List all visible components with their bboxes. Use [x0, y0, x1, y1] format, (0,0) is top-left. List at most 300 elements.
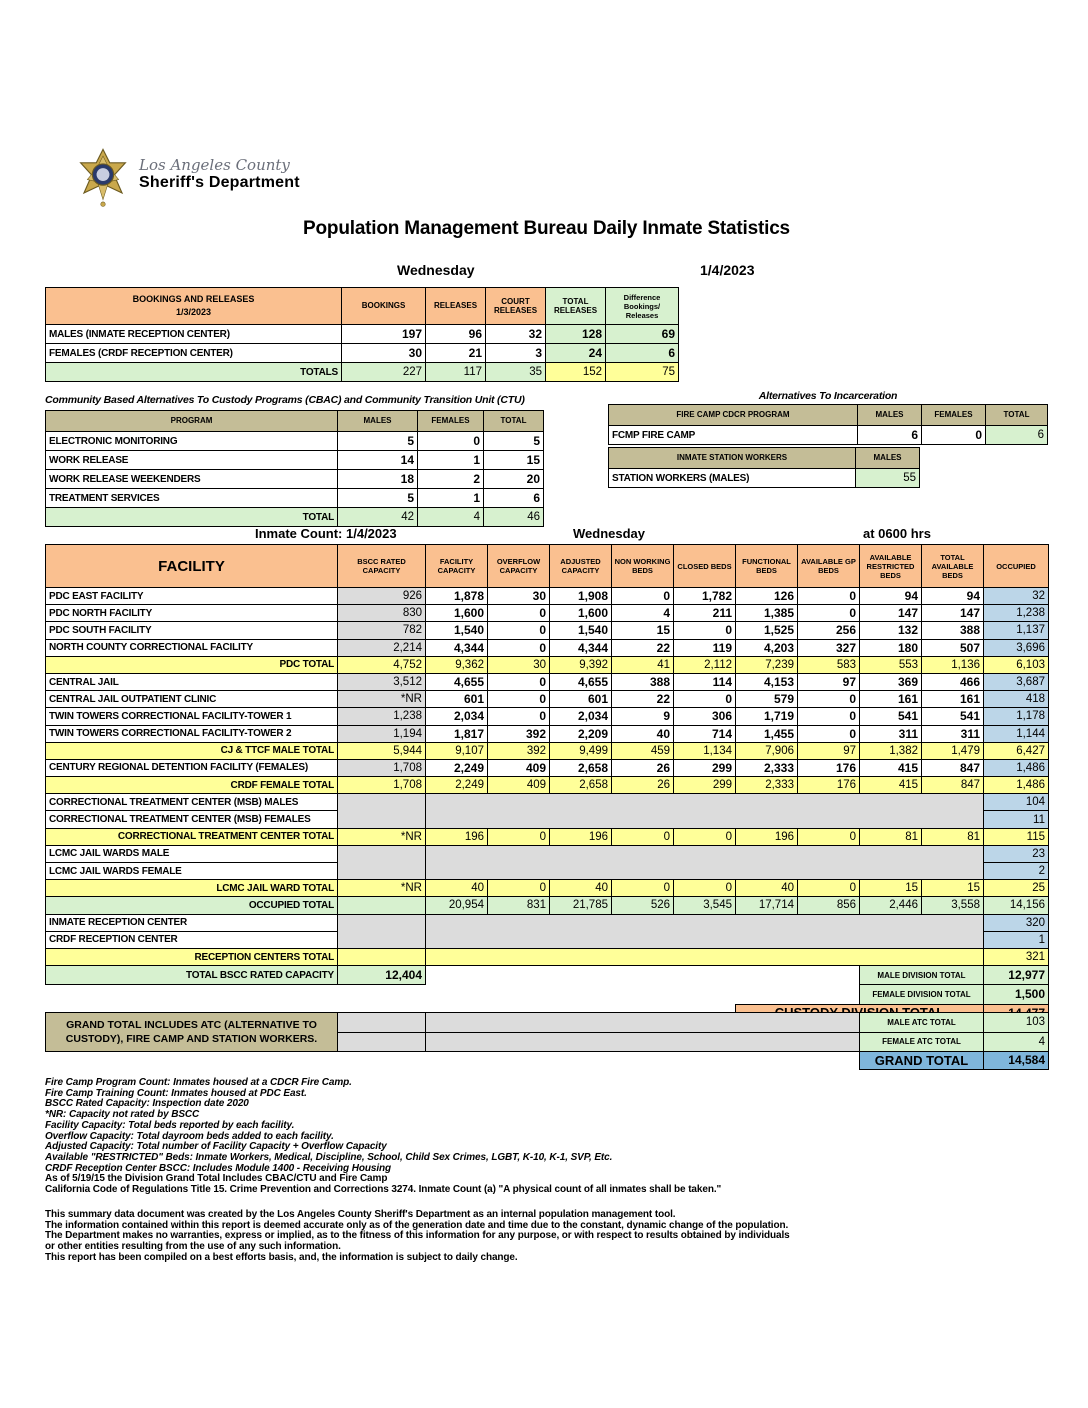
- fire-camp-value: 0: [922, 426, 986, 445]
- facility-label: LCMC JAIL WARDS MALE: [46, 845, 338, 862]
- metric-value: 94: [922, 588, 984, 605]
- cbac-value: 1: [418, 451, 484, 470]
- footnote-line: Available "RESTRICTED" Beds: Inmate Workers, Medical, Discipline, School, Child Sex Crimes, LGBT, K-10, K-1, SVP, Etc.: [45, 1151, 613, 1163]
- station-workers-table: [608, 447, 920, 488]
- empty-band: [426, 914, 984, 948]
- metric-value: 526: [612, 897, 674, 914]
- cbac-row-label: WORK RELEASE: [46, 451, 338, 470]
- metric-value: 9,362: [426, 656, 488, 673]
- bscc-total-row: [46, 966, 1049, 985]
- page-title: Population Management Bureau Daily Inmate Statistics: [303, 218, 790, 239]
- empty-band: [426, 948, 984, 965]
- metric-value: 176: [798, 759, 860, 776]
- occupied-value: 104: [984, 794, 1049, 811]
- logo-county-text: Los Angeles County: [139, 156, 290, 174]
- metric-value: 601: [550, 691, 612, 708]
- metric-value: 306: [674, 708, 736, 725]
- metric-value: 0: [488, 639, 550, 656]
- metric-value: 0: [488, 673, 550, 690]
- disclaimer-line: This report has been compiled on a best efforts basis, and, the information is subject to daily change.: [45, 1251, 518, 1263]
- metric-value: 176: [798, 777, 860, 794]
- metric-value: 2,333: [736, 777, 798, 794]
- cbac-block: [45, 390, 544, 527]
- metric-value: 0: [674, 880, 736, 897]
- footnote-line: BSCC Rated Capacity: Inspection date 2020: [45, 1098, 249, 1110]
- metric-value: 7,906: [736, 742, 798, 759]
- metric-value: 0: [798, 725, 860, 742]
- cbac-value: 18: [338, 470, 418, 489]
- occupied-value: 115: [984, 828, 1049, 845]
- facility-label: CJ & TTCF MALE TOTAL: [46, 742, 338, 759]
- grand-note-row: [46, 1013, 1049, 1033]
- bookings-value: 30: [342, 344, 426, 363]
- facility-label: PDC TOTAL: [46, 656, 338, 673]
- metric-value: 20,954: [426, 897, 488, 914]
- facility-metric-header: CLOSED BEDS: [674, 545, 736, 588]
- station-row-label: STATION WORKERS (MALES): [609, 469, 856, 488]
- empty-band: [426, 1013, 860, 1033]
- report-daydate: [45, 262, 1048, 282]
- cbac-row: [46, 451, 544, 470]
- bscc-capacity-value: *NR: [338, 880, 426, 897]
- fire-camp-table: [608, 404, 1048, 445]
- metric-value: 369: [860, 673, 922, 690]
- grand-total-row: [46, 1052, 1049, 1070]
- facility-label: TWIN TOWERS CORRECTIONAL FACILITY-TOWER 1: [46, 708, 338, 725]
- metric-value: 40: [550, 880, 612, 897]
- metric-value: 21,785: [550, 897, 612, 914]
- metric-value: 2,446: [860, 897, 922, 914]
- bookings-value: 6: [606, 344, 679, 363]
- bookings-col-header: BOOKINGS: [342, 288, 426, 325]
- facility-row: [46, 673, 1049, 690]
- metric-value: 2,112: [674, 656, 736, 673]
- metric-value: 409: [488, 777, 550, 794]
- facility-metric-header: TOTAL AVAILABLE BEDS: [922, 545, 984, 588]
- metric-value: 211: [674, 605, 736, 622]
- metric-value: 196: [426, 828, 488, 845]
- metric-value: 0: [798, 708, 860, 725]
- bscc-total-label: TOTAL BSCC RATED CAPACITY: [46, 966, 338, 985]
- male-division-total-value: 12,977: [984, 966, 1049, 985]
- fire-camp-row: [609, 426, 1048, 445]
- metric-value: 0: [798, 880, 860, 897]
- bookings-col-header: COURT RELEASES: [486, 288, 546, 325]
- metric-value: 1,878: [426, 588, 488, 605]
- metric-value: 1,782: [674, 588, 736, 605]
- metric-value: 9,499: [550, 742, 612, 759]
- metric-value: 81: [860, 828, 922, 845]
- grand-total-note: GRAND TOTAL INCLUDES ATC (ALTERNATIVE TO CUSTODY), FIRE CAMP AND STATION WORKERS.: [46, 1013, 338, 1052]
- occupied-value: 3,696: [984, 639, 1049, 656]
- metric-value: 15: [860, 880, 922, 897]
- station-col-header: INMATE STATION WORKERS: [609, 448, 856, 469]
- cbac-value: 5: [338, 489, 418, 508]
- metric-value: 415: [860, 759, 922, 776]
- facility-row: [46, 897, 1049, 914]
- facility-label: TWIN TOWERS CORRECTIONAL FACILITY-TOWER 2: [46, 725, 338, 742]
- metric-value: 831: [488, 897, 550, 914]
- bscc-total-value: 12,404: [338, 966, 426, 985]
- occupied-value: 1,486: [984, 759, 1049, 776]
- metric-value: 161: [860, 691, 922, 708]
- cbac-value: 15: [484, 451, 544, 470]
- metric-value: 196: [736, 828, 798, 845]
- metric-value: 114: [674, 673, 736, 690]
- metric-value: 583: [798, 656, 860, 673]
- fire-camp-header-row: [609, 405, 1048, 426]
- bookings-value: 128: [546, 325, 606, 344]
- metric-value: 392: [488, 742, 550, 759]
- metric-value: 22: [612, 691, 674, 708]
- inmate-count-line: [45, 526, 1048, 542]
- cbac-value: 2: [418, 470, 484, 489]
- footnotes: [45, 1078, 721, 1196]
- metric-value: 0: [798, 691, 860, 708]
- empty-band: [426, 845, 984, 879]
- occupied-value: 1,486: [984, 777, 1049, 794]
- facility-metric-header: OCCUPIED: [984, 545, 1049, 588]
- facility-label: PDC EAST FACILITY: [46, 588, 338, 605]
- metric-value: 1,540: [550, 622, 612, 639]
- facility-header-row: [46, 545, 1049, 588]
- facility-total-row: [46, 742, 1049, 759]
- cbac-total-value: 4: [418, 508, 484, 527]
- metric-value: 147: [922, 605, 984, 622]
- cbac-value: 5: [484, 432, 544, 451]
- metric-value: 9,392: [550, 656, 612, 673]
- metric-value: 3,545: [674, 897, 736, 914]
- metric-value: 132: [860, 622, 922, 639]
- grand-total-table: [45, 1012, 1049, 1070]
- metric-value: 0: [488, 828, 550, 845]
- metric-value: 4,344: [426, 639, 488, 656]
- bookings-col-header: Difference Bookings/ Releases: [606, 288, 679, 325]
- metric-value: 714: [674, 725, 736, 742]
- cbac-col-header: MALES: [338, 411, 418, 432]
- female-atc-total-value: 4: [984, 1032, 1049, 1052]
- empty-cell: [338, 914, 426, 948]
- metric-value: 30: [488, 588, 550, 605]
- metric-value: 1,817: [426, 725, 488, 742]
- bookings-row: [46, 344, 679, 363]
- metric-value: 0: [674, 691, 736, 708]
- bookings-total-value: 227: [342, 363, 426, 382]
- metric-value: 1,908: [550, 588, 612, 605]
- metric-value: 2,034: [426, 708, 488, 725]
- metric-value: 1,134: [674, 742, 736, 759]
- facility-label: CORRECTIONAL TREATMENT CENTER TOTAL: [46, 828, 338, 845]
- occupied-value: 418: [984, 691, 1049, 708]
- metric-value: 311: [922, 725, 984, 742]
- station-row: [609, 469, 920, 488]
- station-col-header: MALES: [856, 448, 920, 469]
- cbac-title: Community Based Alternatives To Custody Programs (CBAC) and Community Transition Unit (CTU): [45, 394, 525, 406]
- sheriff-star-icon: [75, 148, 131, 210]
- metric-value: 0: [488, 880, 550, 897]
- metric-value: 388: [612, 673, 674, 690]
- agency-logo: [75, 148, 300, 210]
- metric-value: 459: [612, 742, 674, 759]
- bscc-capacity-value: 4,752: [338, 656, 426, 673]
- metric-value: 299: [674, 777, 736, 794]
- facility-total-row: [46, 828, 1049, 845]
- spacer: [46, 985, 860, 1004]
- facility-label: CORRECTIONAL TREATMENT CENTER (MSB) MALES: [46, 794, 338, 811]
- metric-value: 0: [612, 828, 674, 845]
- occupied-value: 1,137: [984, 622, 1049, 639]
- facility-label: PDC NORTH FACILITY: [46, 605, 338, 622]
- metric-value: 392: [488, 725, 550, 742]
- male-division-total-label: MALE DIVISION TOTAL: [860, 966, 984, 985]
- empty-cell: [338, 794, 426, 828]
- footnote-line: Overflow Capacity: Total dayroom beds added to each facility.: [45, 1130, 334, 1142]
- metric-value: 409: [488, 759, 550, 776]
- metric-value: 126: [736, 588, 798, 605]
- facility-total-row: [46, 777, 1049, 794]
- cbac-row: [46, 489, 544, 508]
- disclaimer-line: The Department makes no warranties, express or implied, as to the fitness of this information for any purpose, or with respect to results obtained by individuals: [45, 1230, 790, 1242]
- programs-section: [45, 390, 1048, 523]
- cbac-value: 20: [484, 470, 544, 489]
- empty-cell: [338, 948, 426, 965]
- metric-value: 0: [798, 828, 860, 845]
- fire-camp-col-header: FEMALES: [922, 405, 986, 426]
- facility-metric-header: AVAILABLE RESTRICTED BEDS: [860, 545, 922, 588]
- metric-value: 40: [426, 880, 488, 897]
- cbac-value: 6: [484, 489, 544, 508]
- footnote-line: California Code of Regulations Title 15. Crime Prevention and Corrections 3274. Inmate Count (a) "A physical count of all inmates shall be taken.": [45, 1184, 722, 1196]
- empty-cell: [338, 1032, 426, 1052]
- facility-metric-header: FACILITY CAPACITY: [426, 545, 488, 588]
- metric-value: 4,655: [426, 673, 488, 690]
- report-day: Wednesday: [397, 262, 475, 278]
- metric-value: 2,249: [426, 777, 488, 794]
- facility-metric-header: NON WORKING BEDS: [612, 545, 674, 588]
- metric-value: 15: [612, 622, 674, 639]
- facility-row: [46, 759, 1049, 776]
- metric-value: 579: [736, 691, 798, 708]
- metric-value: 299: [674, 759, 736, 776]
- facility-table: [45, 544, 1049, 1022]
- facility-total-row: [46, 948, 1049, 965]
- empty-cell: [338, 845, 426, 879]
- cbac-totals-label: TOTAL: [46, 508, 338, 527]
- bscc-capacity-value: 1,708: [338, 759, 426, 776]
- metric-value: 22: [612, 639, 674, 656]
- metric-value: 0: [488, 622, 550, 639]
- facility-row: [46, 639, 1049, 656]
- empty-cell: [338, 1013, 426, 1033]
- alternatives-title: Alternatives To Incarceration: [758, 390, 898, 402]
- metric-value: 856: [798, 897, 860, 914]
- facility-label: CENTRAL JAIL OUTPATIENT CLINIC: [46, 691, 338, 708]
- metric-value: 4,344: [550, 639, 612, 656]
- metric-value: 81: [922, 828, 984, 845]
- metric-value: 30: [488, 656, 550, 673]
- facility-row: [46, 588, 1049, 605]
- facility-row: [46, 845, 1049, 862]
- facility-label: RECEPTION CENTERS TOTAL: [46, 948, 338, 965]
- inmate-count-day: Wednesday: [573, 526, 646, 541]
- facility-metric-header: OVERFLOW CAPACITY: [488, 545, 550, 588]
- bookings-row-label: MALES (INMATE RECEPTION CENTER): [46, 325, 342, 344]
- metric-value: 466: [922, 673, 984, 690]
- disclaimer: [45, 1210, 790, 1264]
- metric-value: 4,655: [550, 673, 612, 690]
- facility-label: LCMC JAIL WARD TOTAL: [46, 880, 338, 897]
- fire-camp-row-label: FCMP FIRE CAMP: [609, 426, 858, 445]
- occupied-value: 321: [984, 948, 1049, 965]
- metric-value: 97: [798, 742, 860, 759]
- facility-label: CENTURY REGIONAL DETENTION FACILITY (FEMALES): [46, 759, 338, 776]
- facility-metric-header: FUNCTIONAL BEDS: [736, 545, 798, 588]
- bookings-value: 69: [606, 325, 679, 344]
- occupied-value: 25: [984, 880, 1049, 897]
- metric-value: 119: [674, 639, 736, 656]
- cbac-header-row: [46, 411, 544, 432]
- occupied-value: 2: [984, 863, 1049, 880]
- facility-total-row: [46, 880, 1049, 897]
- cbac-col-header: TOTAL: [484, 411, 544, 432]
- metric-value: 2,249: [426, 759, 488, 776]
- bookings-col-header: RELEASES: [426, 288, 486, 325]
- cbac-value: 0: [418, 432, 484, 451]
- metric-value: 541: [922, 708, 984, 725]
- footnote-line: As of 5/19/15 the Division Grand Total Includes CBAC/CTU and Fire Camp: [45, 1173, 388, 1185]
- facility-label: CORRECTIONAL TREATMENT CENTER (MSB) FEMALES: [46, 811, 338, 828]
- occupied-value: 23: [984, 845, 1049, 862]
- metric-value: 9: [612, 708, 674, 725]
- report-date: 1/4/2023: [700, 262, 755, 278]
- cbac-row: [46, 432, 544, 451]
- fire-camp-value: 6: [858, 426, 922, 445]
- bscc-capacity-value: *NR: [338, 691, 426, 708]
- bookings-total-value: 152: [546, 363, 606, 382]
- bookings-row: [46, 325, 679, 344]
- metric-value: 2,658: [550, 777, 612, 794]
- facility-metric-header: ADJUSTED CAPACITY: [550, 545, 612, 588]
- metric-value: 1,385: [736, 605, 798, 622]
- metric-value: 0: [612, 880, 674, 897]
- metric-value: 161: [922, 691, 984, 708]
- facility-metric-header: BSCC RATED CAPACITY: [338, 545, 426, 588]
- metric-value: 26: [612, 777, 674, 794]
- occupied-value: 1,144: [984, 725, 1049, 742]
- metric-value: 97: [798, 673, 860, 690]
- bscc-capacity-value: 2,214: [338, 639, 426, 656]
- metric-value: 147: [860, 605, 922, 622]
- bscc-capacity-value: 5,944: [338, 742, 426, 759]
- facility-col-header: FACILITY: [46, 545, 338, 588]
- metric-value: 507: [922, 639, 984, 656]
- spacer: [426, 966, 860, 985]
- metric-value: 4: [612, 605, 674, 622]
- footnote-line: *NR: Capacity not rated by BSCC: [45, 1109, 200, 1121]
- metric-value: 601: [426, 691, 488, 708]
- metric-value: 9,107: [426, 742, 488, 759]
- alternatives-block: [608, 390, 1048, 488]
- cbac-totals-row: [46, 508, 544, 527]
- metric-value: 1,719: [736, 708, 798, 725]
- footnote-line: CRDF Reception Center BSCC: Includes Module 1400 - Receiving Housing: [45, 1162, 392, 1174]
- inmate-count-time: at 0600 hrs: [863, 526, 931, 541]
- occupied-value: 11: [984, 811, 1049, 828]
- occupied-value: 14,156: [984, 897, 1049, 914]
- metric-value: 0: [798, 588, 860, 605]
- fire-camp-col-header: FIRE CAMP CDCR PROGRAM: [609, 405, 858, 426]
- male-atc-total-label: MALE ATC TOTAL: [860, 1013, 984, 1033]
- facility-row: [46, 605, 1049, 622]
- metric-value: 40: [736, 880, 798, 897]
- occupied-value: 320: [984, 914, 1049, 931]
- bookings-totals-row: [46, 363, 679, 382]
- station-header-row: [609, 448, 920, 469]
- cbac-total-value: 46: [484, 508, 544, 527]
- bookings-value: 24: [546, 344, 606, 363]
- facility-row: [46, 794, 1049, 811]
- metric-value: 196: [550, 828, 612, 845]
- metric-value: 3,558: [922, 897, 984, 914]
- metric-value: 847: [922, 777, 984, 794]
- metric-value: 553: [860, 656, 922, 673]
- cbac-col-header: FEMALES: [418, 411, 484, 432]
- metric-value: 180: [860, 639, 922, 656]
- bookings-value: 96: [426, 325, 486, 344]
- spacer: [46, 1052, 860, 1070]
- cbac-row-label: TREATMENT SERVICES: [46, 489, 338, 508]
- fire-camp-col-header: MALES: [858, 405, 922, 426]
- facility-row: [46, 914, 1049, 931]
- metric-value: 17,714: [736, 897, 798, 914]
- occupied-value: 1,178: [984, 708, 1049, 725]
- facility-label: LCMC JAIL WARDS FEMALE: [46, 863, 338, 880]
- footnote-line: Fire Camp Training Count: Inmates housed at PDC East.: [45, 1087, 307, 1099]
- facility-label: CENTRAL JAIL: [46, 673, 338, 690]
- metric-value: 15: [922, 880, 984, 897]
- facility-label: INMATE RECEPTION CENTER: [46, 914, 338, 931]
- metric-value: 1,600: [550, 605, 612, 622]
- female-atc-total-label: FEMALE ATC TOTAL: [860, 1032, 984, 1052]
- metric-value: 40: [612, 725, 674, 742]
- metric-value: 0: [488, 605, 550, 622]
- bookings-value: 21: [426, 344, 486, 363]
- bscc-capacity-value: 3,512: [338, 673, 426, 690]
- cbac-col-header: PROGRAM: [46, 411, 338, 432]
- inmate-count-label: Inmate Count: 1/4/2023: [255, 526, 397, 541]
- cbac-value: 5: [338, 432, 418, 451]
- cbac-total-value: 42: [338, 508, 418, 527]
- metric-value: 327: [798, 639, 860, 656]
- cbac-row-label: ELECTRONIC MONITORING: [46, 432, 338, 451]
- cbac-value: 1: [418, 489, 484, 508]
- bookings-totals-label: TOTALS: [46, 363, 342, 382]
- bookings-value: 3: [486, 344, 546, 363]
- station-value: 55: [856, 469, 920, 488]
- metric-value: 26: [612, 759, 674, 776]
- cbac-row: [46, 470, 544, 489]
- fire-camp-col-header: TOTAL: [986, 405, 1048, 426]
- metric-value: 4,153: [736, 673, 798, 690]
- metric-value: 415: [860, 777, 922, 794]
- occupied-value: 6,427: [984, 742, 1049, 759]
- metric-value: 4,203: [736, 639, 798, 656]
- disclaimer-line: or other entities resulting from the use of any such information.: [45, 1241, 341, 1253]
- metric-value: 1,136: [922, 656, 984, 673]
- bscc-capacity-value: 830: [338, 605, 426, 622]
- facility-label: CRDF RECEPTION CENTER: [46, 931, 338, 948]
- metric-value: 388: [922, 622, 984, 639]
